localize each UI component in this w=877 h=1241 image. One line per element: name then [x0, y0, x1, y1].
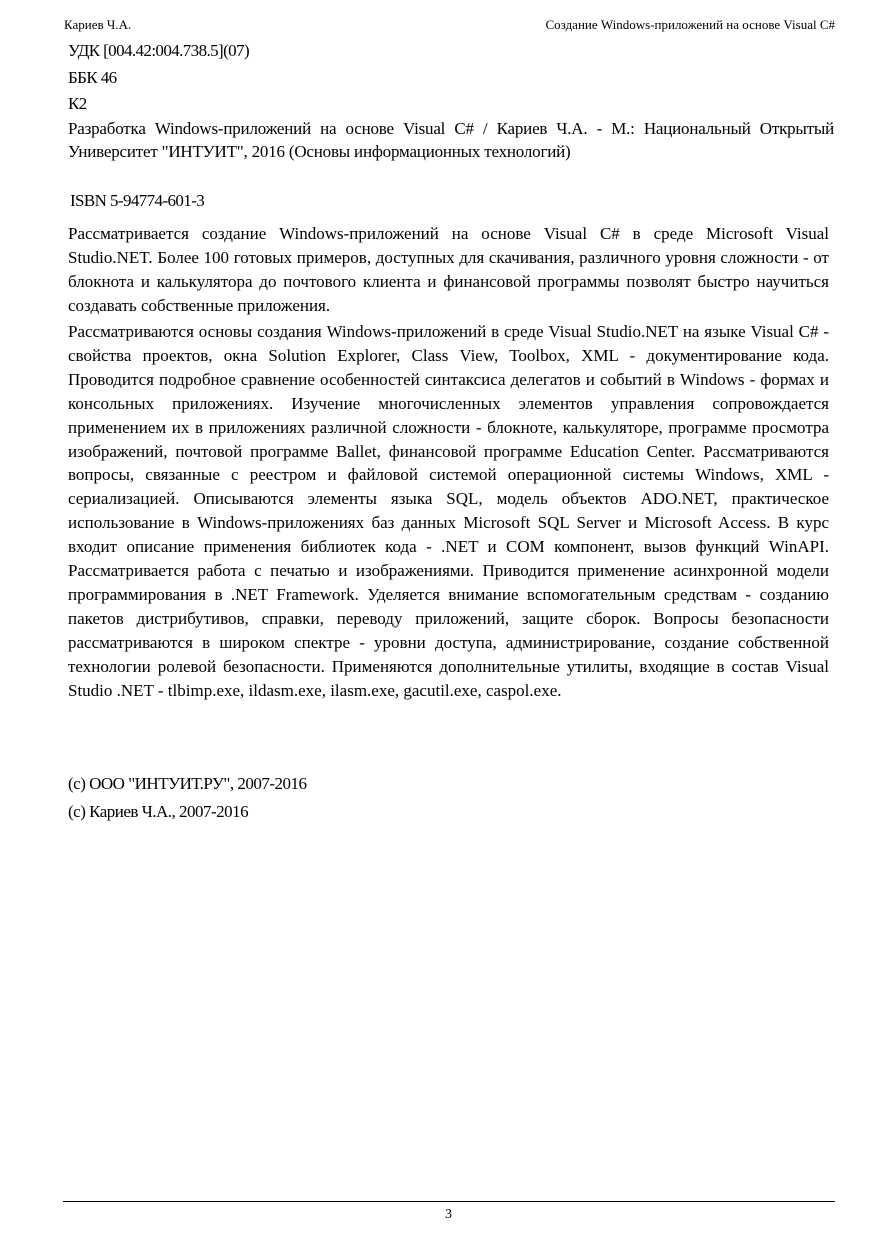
bbk-code: ББК 46	[68, 68, 117, 87]
page-number: 3	[445, 1207, 452, 1222]
running-header-author: Кариев Ч.А.	[64, 17, 132, 32]
annotation-paragraph-2: Рассматриваются основы создания Windows-приложений в среде Visual Studio.NET на языке Visual C# - свойства проектов, окна Solution Explorer, Class View, Toolbox, XML - документирование кода. Проводится подробное сравнение особенностей синтаксиса делегатов и событий в Windows - формах и консольных приложениях. Изучение многочисленных элементов управления сопровождается применением их в приложениях различной сложности - блокноте, калькуляторе, программе просмотра изображений, почтовой программе Ballet, финансовой программе Education Center. Рассматриваются вопросы, связанные с реестром и файловой системой операционной системы Windows, XML - сериализацией. Описываются элементы языка SQL, модель объектов ADO.NET, практическое использование в Windows-приложениях баз данных Microsoft SQL Server и Microsoft Access. В курс входит описание применения библиотек кода - .NET и COM компонент, вызов функций WinAPI. Рассматривается работа с печатью и изображениями. Приводится применение асинхронной модели программирования в .NET Framework. Уделяется внимание вспомогательным средствам - созданию пакетов дистрибутивов, справки, переводу приложений, защите сборок. Вопросы безопасности рассматриваются в широком спектре - уровни доступа, администрирование, создание собственной технологии ролевой безопасности. Применяются дополнительные утилиты, входящие в состав Visual Studio .NET - tlbimp.exe, ildasm.exe, ilasm.exe, gacutil.exe, caspol.exe.	[68, 322, 829, 700]
annotation-paragraph-1: Рассматривается создание Windows-приложений на основе Visual C# в среде Microsoft Visual Studio.NET. Более 100 готовых примеров, доступных для скачивания, различного уровня сложности - от блокнота и калькулятора до почтового клиента и финансовой программы позволят быстро научиться создавать собственные приложения.	[68, 224, 829, 315]
bibliographic-record: Разработка Windows-приложений на основе Visual C# / Кариев Ч.А. - М.: Национальный Открытый Университет "ИНТУИТ", 2016 (Основы информационных технологий)	[68, 119, 834, 161]
copyright-author: (c) Кариев Ч.А., 2007-2016	[68, 802, 249, 821]
copyright-publisher: (c) ООО "ИНТУИТ.РУ", 2007-2016	[68, 774, 307, 793]
footer-divider	[63, 1201, 835, 1202]
running-header-title: Создание Windows-приложений на основе Visual C#	[545, 17, 835, 32]
author-mark-code: К2	[68, 94, 87, 113]
udk-code: УДК [004.42:004.738.5](07)	[68, 41, 250, 60]
isbn: ISBN 5-94774-601-3	[70, 191, 205, 210]
